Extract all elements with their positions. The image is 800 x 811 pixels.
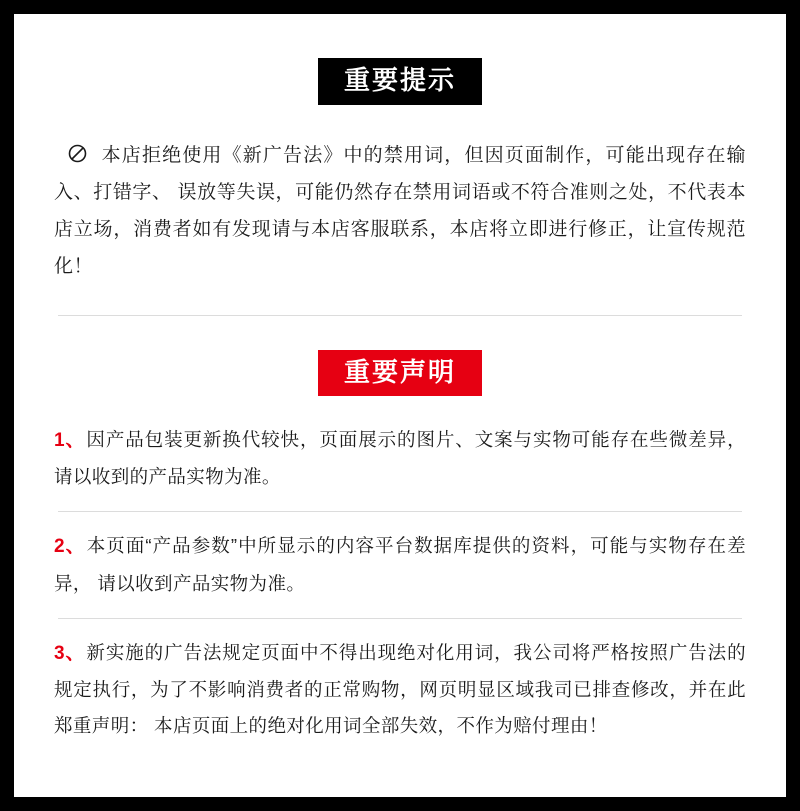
notice-paragraph [54,137,746,285]
list-item [54,528,746,617]
list-item-number: 2、 [54,536,86,558]
prohibited-icon [68,144,87,163]
list-item-number: 1、 [54,430,86,452]
notice-badge: 重要提示 [318,58,482,105]
list-item [54,635,746,760]
statement-badge-wrap [54,350,746,397]
list-item-number: 3、 [54,642,86,664]
page-content [14,14,786,797]
list-item-text: 新实施的广告法规定页面中不得出现绝对化用词，我公司将严格按照广告法的规定执行，为了不影响消费者的正常购物，网页明显区域我司已排查修改，并在此郑重声明： 本店页面上的绝对化用词全部失效，不作为赔付理由！ [54,641,746,736]
list-item-text: 因产品包装更新换代较快，页面展示的图片、文案与实物可能存在些微差异，请以收到的产品实物为准。 [54,429,746,488]
notice-badge-wrap [54,58,746,105]
notice-text: 本店拒绝使用《新广告法》中的禁用词，但因页面制作，可能出现存在输入、打错字、 误放等失误，可能仍然存在禁用词语或不符合准则之处，不代表本店立场，消费者如有发现请与本店客服联系，本店将立即进行修正，让宣传规范化！ [54,144,746,277]
statement-badge: 重要声明 [318,350,482,397]
list-item-text: 本页面“产品参数”中所显示的内容平台数据库提供的资料，可能与实物存在差异， 请以收到产品实物为准。 [54,535,747,594]
list-item [54,422,746,511]
list-divider [58,618,742,619]
statement-list [54,422,746,759]
spacer [54,316,746,350]
list-divider [58,511,742,512]
